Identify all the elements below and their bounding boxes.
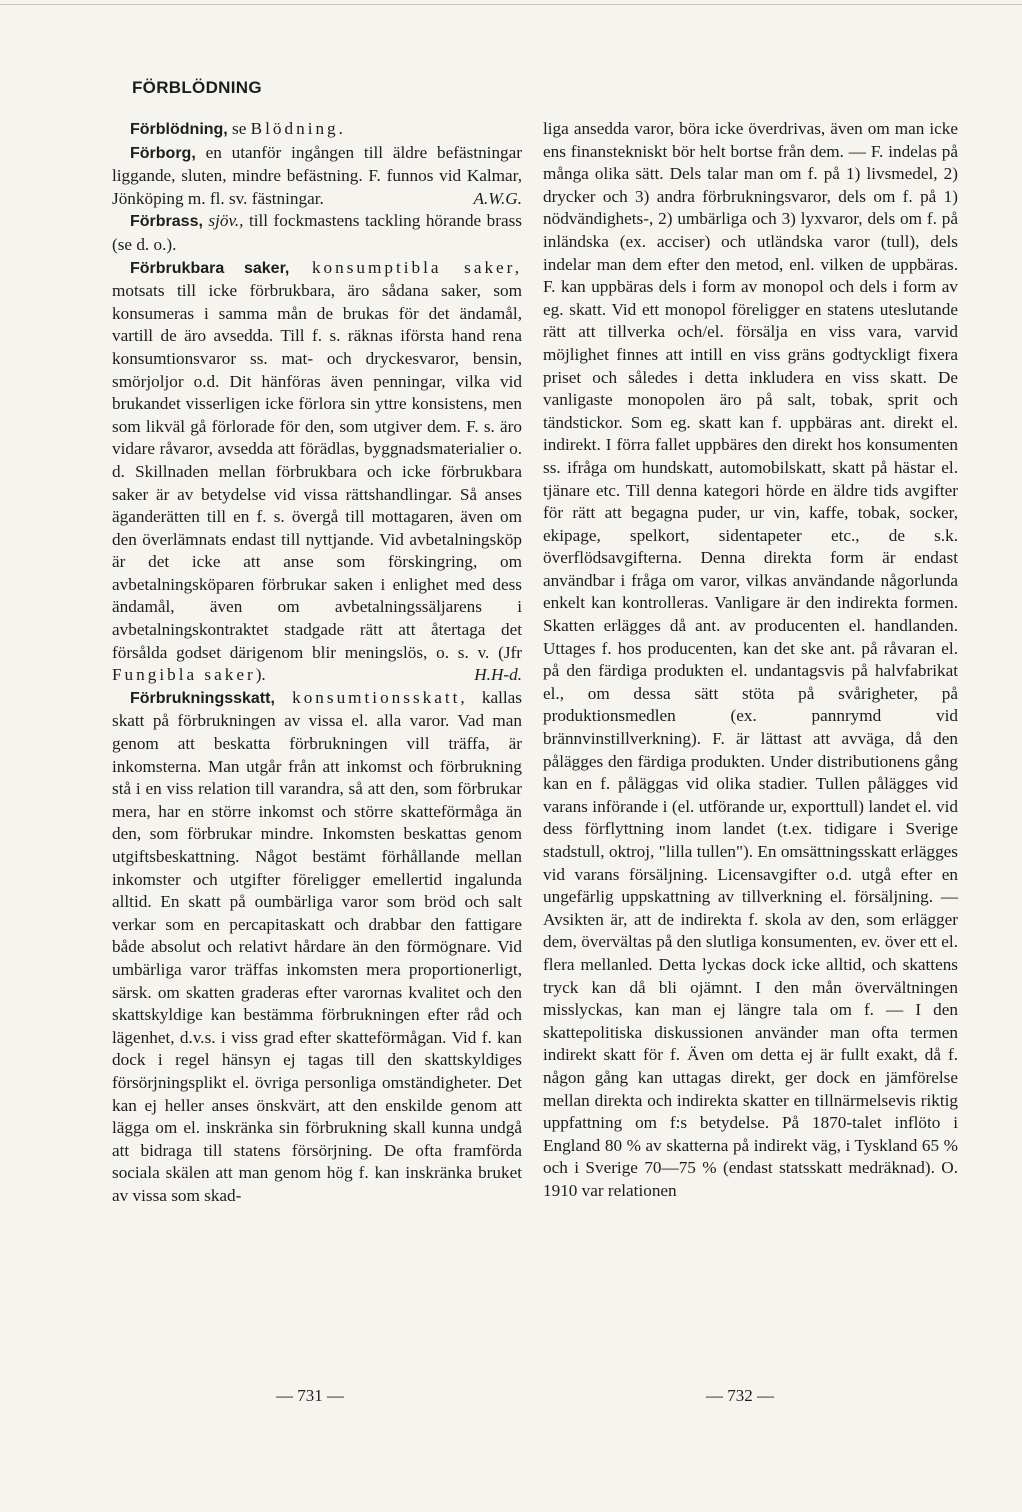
- entry-forblodning: Förblödning, se Blödning.: [130, 119, 343, 138]
- entry-forbrukningsskatt: Förbrukningsskatt, konsumtionsskatt, kallas skatt på förbrukningen av vissa el. alla varor. Vad man genom att beskatta förbrukningen vill träffa, är inkomsterna. Man utgår från att inkomst och förbrukning stå i en viss relation till varandra, så att den, som förbrukar mera, har en större inkomst och större skatteförmåga än den, som förbrukar mindre. Inkomsten beskattas genom utgiftsbeskattning. Något bestämt förhållande mellan inkomster och utgifter föreligger emellertid ingalunda alltid. En skatt på oumbärliga varor som bröd och salt verkar som en percapitaskatt och drabbar den fattigare både absolut och relativt hårdare än den förmögnare. Vid umbärliga varor träffas inkomsten mera proportionerligt, särsk. om skatten graderas efter varornas kvalitet och den skattskyldige kan bestämma förbrukningen efter råd och lägenhet, d.v.s. i viss grad efter skatteförmågan. Vid f. kan dock i regel hänsyn ej tagas till den skattskyldiges försörjningsplikt el. övriga personliga omständigheter. Det kan ej heller anses önskvärt, att den enskilde genom att lägga om el. inskränka sin förbrukning skall kunna undgå att bidraga till statens försörjning. De ofta framförda sociala skälen att man genom hög f. kan inskränka bruket av vissa som skad-: [112, 687, 522, 1205]
- entry-forbrass: Förbrass, sjöv., till fockmastens tackling hörande brass (se d. o.).: [112, 211, 522, 254]
- running-head: FÖRBLÖDNING: [132, 78, 262, 97]
- page-number-right: — 732 —: [706, 1386, 774, 1405]
- headword: Förbrukbara saker,: [130, 259, 290, 277]
- author-signature: A.W.G.: [473, 188, 522, 208]
- author-signature: H.H-d.: [474, 665, 522, 685]
- top-edge-rule: [0, 4, 1022, 5]
- headword: Förbrass,: [130, 213, 203, 231]
- left-column: [112, 118, 522, 1208]
- cross-reference: Blödning: [250, 119, 339, 138]
- page-number-left: — 731 —: [276, 1386, 344, 1405]
- entry-continuation: liga ansedda varor, böra icke överdrivas, även om man icke ens finanstekniskt bör helt bortse från dem. — F. indelas på många olika sätt. Dels talar man om f. på 1) livsmedel, 2) drycker och 3) andra förbrukningsvaror, dels om f. på 1) nödvändighets-, 2) umbärliga och 3) lyxvaror, dels om f. på inländska (ex. acciser) och utländska varor (tull), dels indelar man dem efter den metod, enl. vilken de uppbäras. F. kan uppbäras dels i form av monopol och dels i form av eg. skatt. Vid ett monopol föreligger en statens uteslutande rätt att tillverka och/el. försälja en viss vara, varvid möjlighet finnes att intill en viss gräns godtyckligt fixera priset och således i detta inkludera en viss skatt. De vanligaste monopolen äro på salt, tobak, sprit och tändstickor. Som eg. skatt kan f. uppbäras ant. direkt el. indirekt. I förra fallet uppbäres den direkt hos konsumenten ss. ifråga om hundskatt, automobilskatt, skatt på hästar el. tjänare etc. Till denna kategori hörde en äldre tids avgifter för rätt att begagna puder, ur vin, kaffe, tobak, socker, ekipage, spelkort, sidentapeter etc., de s.k. överflödsavgifterna. Denna direkta form är endast användbar i fråga om varor, vilkas användande någorlunda enkelt kan kontrolleras. Vanligare är den indirekta formen. Skatten erlägges då ant. av producenten el. handlanden. Uttages f. hos producenten, kan det ske ant. på råvaran el. på den färdiga produkten el. undantagsvis på halvfabrikat el., om dessa sätt stöta på svårigheter, på produktionsmedlen (ex. pannrymd vid brännvinstillverkning). F. är lättast att avväga, då den pålägges den färdiga produkten. Under distributionens gång kan en f. påläggas vid olika stadier. Tullen pålägges vid varans införande i (el. utförande ur, exporttull) landet el. vid dess förflyttning inom landet (t.ex. tidigare i Sverige stadstull, oktroj, "lilla tullen"). En omsättningsskatt erlägges vid varans försäljning. Licensavgifter o.d. utgå efter en ungefärlig uppskattning av tillverkning el. försäljning. — Avsikten är, att de indirekta f. skola av den, som erlägger dem, övervältas på den slutliga konsumenten, ev. över ett el. flera mellanled. Detta lyckas dock icke alltid, och skattens tryck kan då bli ojämnt. I den mån övervältningen misslyckas, kan man ej längre tala om f. — I den skattepolitiska diskussionen använder man ofta termen indirekt skatt för f. Även om detta ej är fullt exakt, då f. någon gång kan uttagas direkt, ger dock en jämförelse mellan direkta och indirekta skatter en tillnärmelsevis riktig uppfattning om f:s betydelse. På 1870-talet inflöto i England 80 % av skatterna på indirekt väg, i Tyskland 65 % och i Sverige 70—75 % (endast statsskatt medräknad). O. 1910 var relationen: [543, 119, 958, 1200]
- cross-reference: Fungibla saker: [112, 665, 256, 685]
- right-column: [543, 118, 958, 1203]
- headword: Förbrukningsskatt,: [130, 689, 275, 707]
- entry-forbrukbara-saker: Förbrukbara saker, konsumptibla saker, motsats till icke förbrukbara, äro sådana saker, som konsumeras i samma mån de brukas för det ändamål, vartill de äro avsedda. Till f. s. räknas iförsta hand rena konsumtionsvaror ss. mat- och dryckesvaror, bensin, smörjoljor o.d. Dit hänföras även penningar, vilka vid brukandet visserligen icke förlora sin yttre konsistens, men som likväl gå förlorade för den, som utgiver dem. F. s. äro vidare råvaror, avsedda att förädlas, byggnadsmaterialier o. d. Skillnaden mellan förbrukbara och icke förbrukbara saker är av betydelse vid vissa rättshandlingar. Så anses äganderätten till en f. s. övergå till mottagaren, även om den överlämnats endast till nyttjande. Vid avbetalningsköp är det icke att anse som förskingring, om avbetalningsköparen förbrukar saken i enlighet med dess ändamål, även om avbetalningssäljarens i avbetalningskontraktet stadgade rätt att återtaga det försålda godset därigenom blir meningslös, o. s. v. (Jfr Fungibla saker). H.H-d.: [112, 257, 522, 687]
- entry-forborg: Förborg, en utanför ingången till äldre befästningar liggande, sluten, mindre befästning. F. funnos vid Kalmar, Jönköping m. fl. sv. fästningar. A.W.G.: [112, 142, 522, 211]
- headword: Förborg,: [130, 144, 196, 162]
- headword: Förblödning,: [130, 121, 228, 138]
